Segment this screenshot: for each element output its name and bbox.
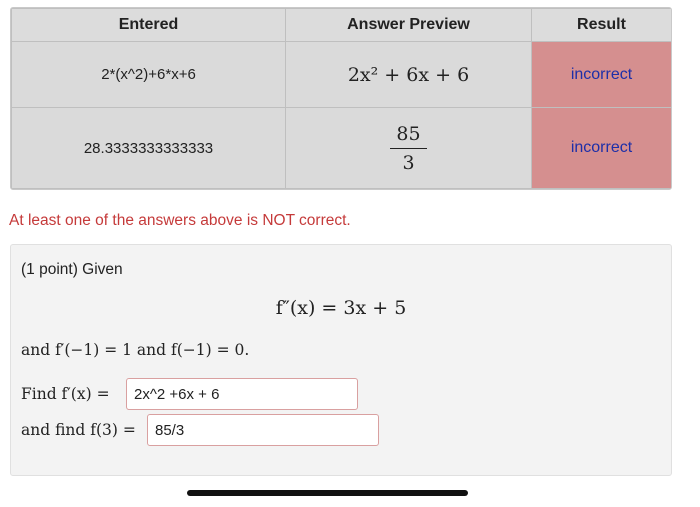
preview-fraction (390, 123, 426, 174)
problem-intro: (1 point) Given (21, 261, 123, 278)
result-cell: incorrect (532, 42, 672, 108)
problem-box (10, 244, 672, 476)
find-value-label: and find f(3) = (21, 421, 136, 439)
entered-cell: 28.3333333333333 (12, 108, 286, 189)
warning-message: At least one of the answers above is NOT correct. (9, 212, 351, 229)
header-entered: Entered (12, 9, 286, 42)
results-table (10, 7, 672, 190)
header-answer-preview: Answer Preview (286, 9, 532, 42)
result-cell: incorrect (532, 108, 672, 189)
table-row (12, 42, 672, 108)
given-equation: f″(x) = 3x + 5 (275, 297, 407, 319)
home-indicator[interactable] (187, 490, 468, 496)
results-header-row (12, 9, 672, 42)
table-row (12, 108, 672, 189)
find-derivative-label: Find f′(x) = (21, 385, 110, 403)
preview-math: 2x² + 6x + 6 (347, 63, 470, 86)
preview-cell (286, 42, 532, 108)
fraction-numerator: 85 (390, 123, 426, 149)
header-result: Result (532, 9, 672, 42)
fraction-denominator: 3 (402, 151, 415, 174)
conditions-text: and f′(−1) = 1 and f(−1) = 0. (21, 341, 250, 359)
value-answer-input[interactable] (147, 414, 379, 446)
preview-cell (286, 108, 532, 189)
derivative-answer-input[interactable] (126, 378, 358, 410)
entered-cell: 2*(x^2)+6*x+6 (12, 42, 286, 108)
